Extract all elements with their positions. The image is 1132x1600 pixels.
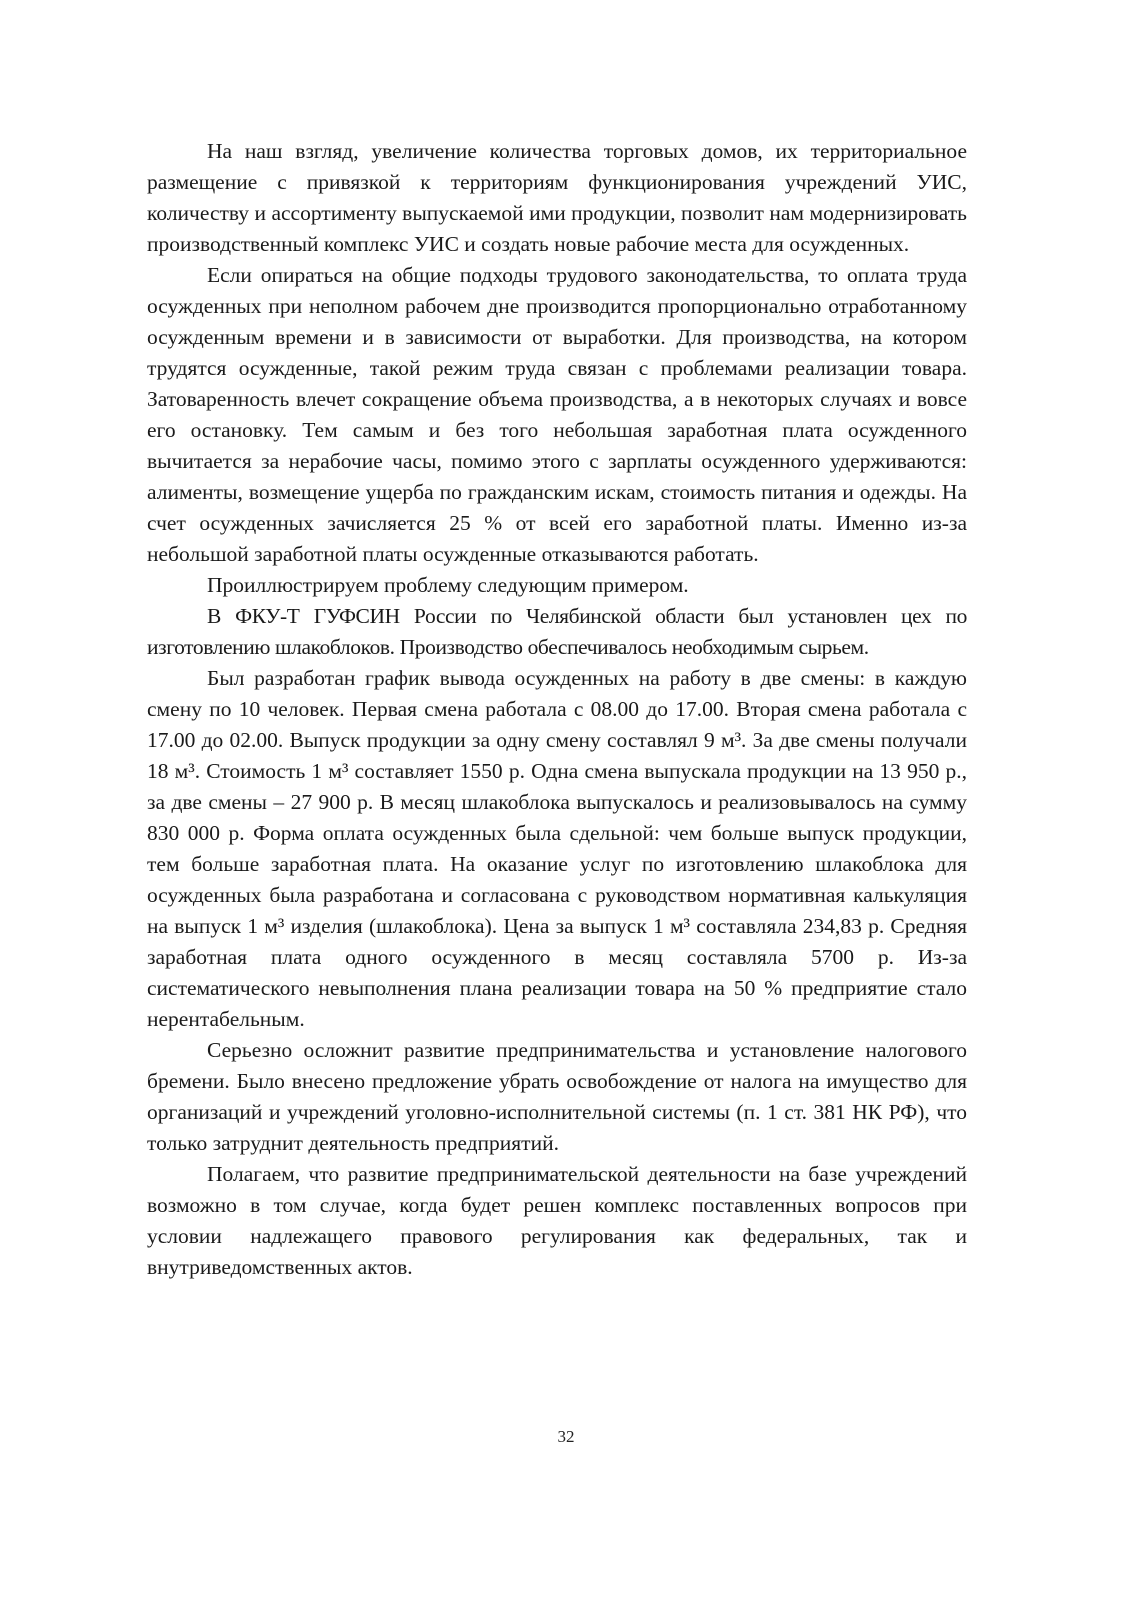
paragraph-example-intro: Проиллюстрируем проблему следующим примером.	[207, 573, 689, 597]
paragraph-shift-schedule: Был разработан график вывода осужденных на работу в две смены: в каждую смену по 10 человек. Первая смена работала с 08.00 до 17.00. Вторая смена работала с 17.00 до 02.00. Выпуск продукции за одну смену составлял 9 м³. За две смены получали 18 м³. Стоимость 1 м³ составляет 1550 р. Одна смена выпускала продукции на 13 950 р., за две смены – 27 900 р. В месяц шлакоблока выпускалось и реализовывалось на сумму 830 000 р. Форма оплата осужденных была сдельной: чем больше выпуск продукции, тем больше заработная плата. На оказание услуг по изготовлению шлакоблока для осужденных была разработана и согласована с руководством нормативная калькуляция на выпуск 1 м³ изделия (шлакоблока). Цена за выпуск 1 м³ составляла 234,83 р. Средняя заработная плата одного осужденного в месяц составляла 5700 р. Из-за систематического невыполнения плана реализации товара на 50 % предприятие стало нерентабельным.	[147, 666, 967, 1031]
paragraph-conclusion: Полагаем, что развитие предпринимательской деятельности на базе учреждений возможно в том случае, когда будет решен комплекс поставленных вопросов при условии надлежащего правового регулирования как федеральных, так и внутриведомственных актов.	[147, 1162, 967, 1279]
page-number: 32	[557, 1427, 575, 1446]
paragraph-fku-workshop: В ФКУ-Т ГУФСИН России по Челябинской области был установлен цех по изготовлению шлакоблоков. Производство обеспечивалось необходимым сырьем.	[147, 604, 967, 659]
page-body	[147, 136, 967, 1283]
paragraph-trade-houses: На наш взгляд, увеличение количества торговых домов, их территориальное размещение с привязкой к территориям функционирования учреждений УИС, количеству и ассортименту выпускаемой ими продукции, позволит нам модернизировать производственный комплекс УИС и создать новые рабочие места для осужденных.	[147, 139, 967, 256]
paragraph-tax-burden: Серьезно осложнит развитие предпринимательства и установление налогового бремени. Было внесено предложение убрать освобождение от налога на имущество для организаций и учреждений уголовно-исполнительной системы (п. 1 ст. 381 НК РФ), что только затруднит деятельность предприятий.	[147, 1038, 967, 1155]
paragraph-labor-law: Если опираться на общие подходы трудового законодательства, то оплата труда осужденных при неполном рабочем дне производится пропорционально отработанному осужденным времени и в зависимости от выработки. Для производства, на котором трудятся осужденные, такой режим труда связан с проблемами реализации товара. Затоваренность влечет сокращение объема производства, а в некоторых случаях и вовсе его остановку. Тем самым и без того небольшая заработная плата осужденного вычитается за нерабочие часы, помимо этого с зарплаты осужденного удерживаются: алименты, возмещение ущерба по гражданским искам, стоимость питания и одежды. На счет осужденных зачисляется 25 % от всей его заработной платы. Именно из-за небольшой заработной платы осужденные отказываются работать.	[147, 263, 967, 566]
